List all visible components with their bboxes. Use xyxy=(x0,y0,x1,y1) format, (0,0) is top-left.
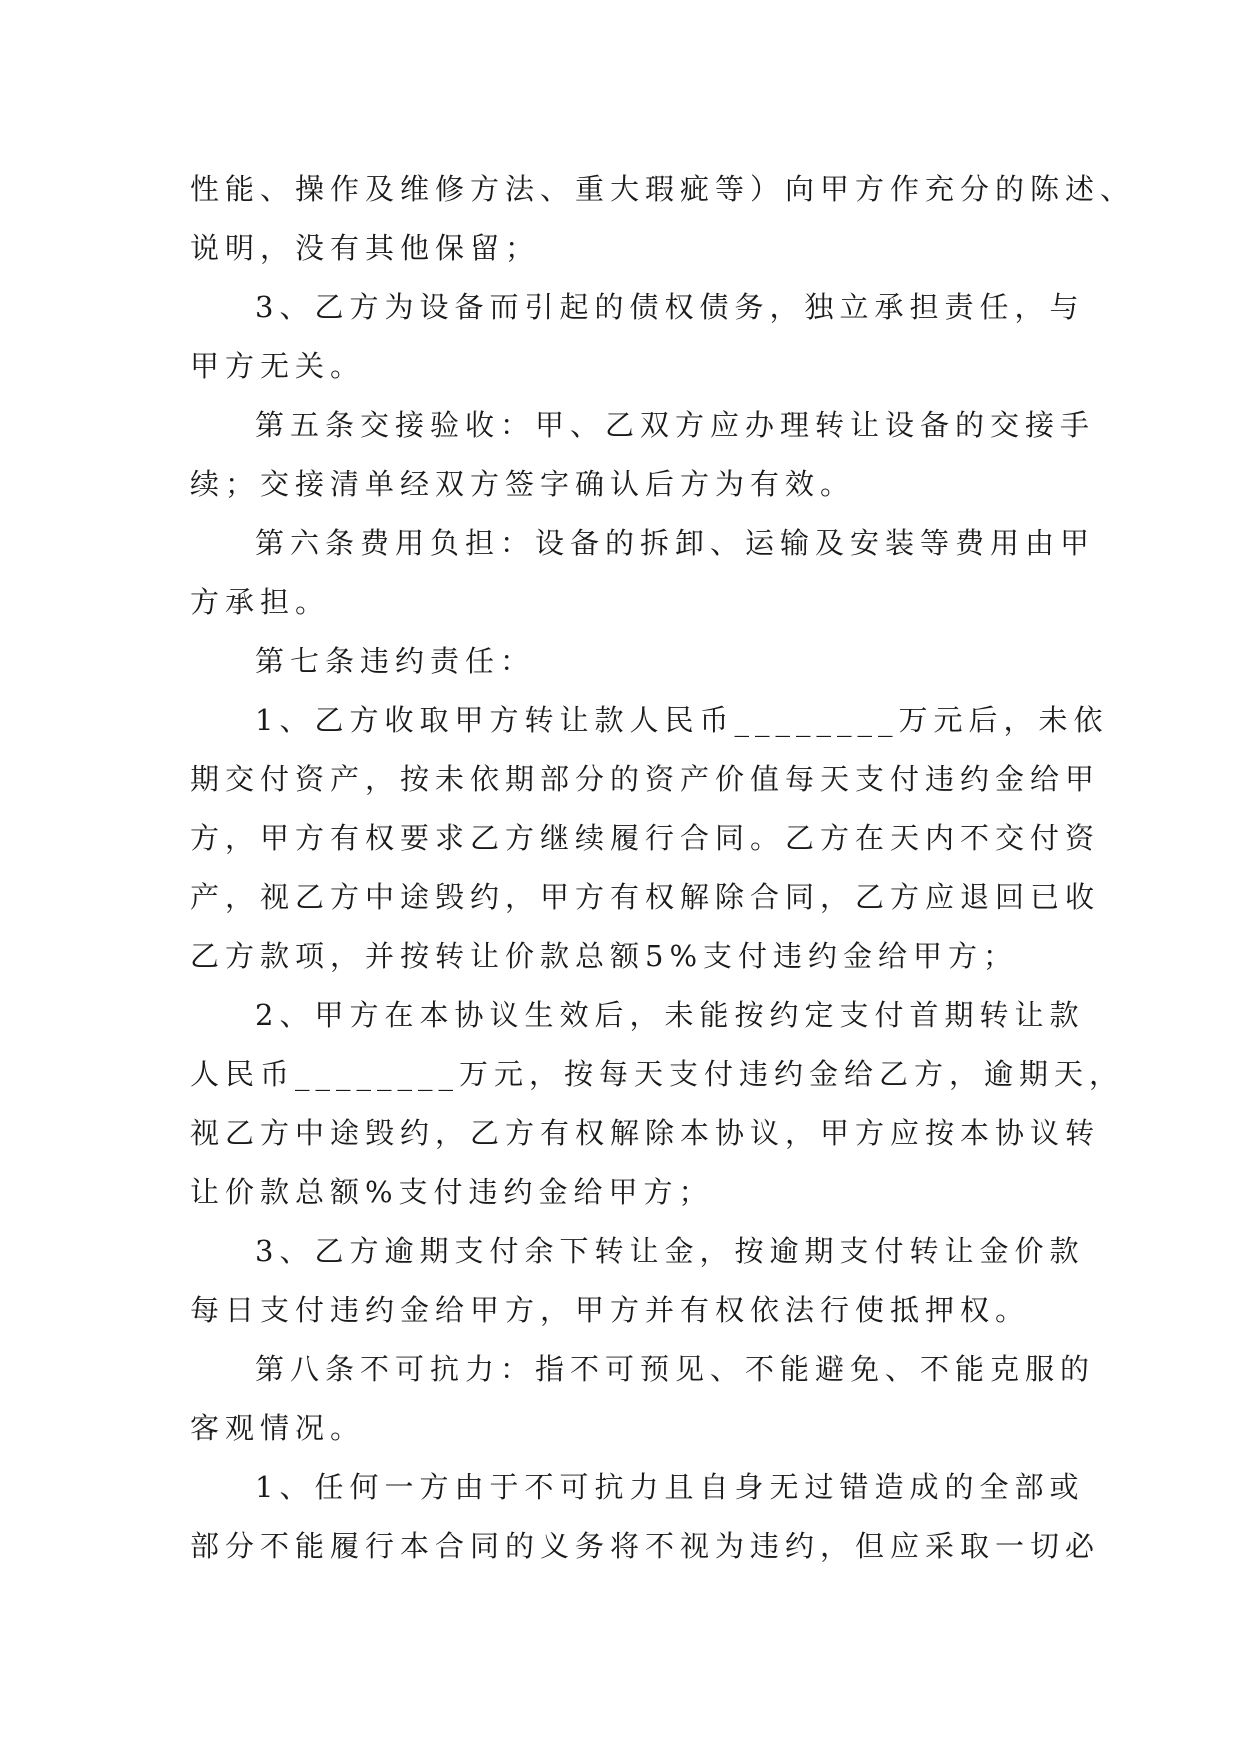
text-line: 3、乙方逾期支付余下转让金，按逾期支付转让金价款 xyxy=(255,1234,1085,1268)
text-line: 每日支付违约金给甲方，甲方并有权依法行使抵押权。 xyxy=(190,1293,1031,1327)
text-line: 乙方款项，并按转让价款总额5%支付违约金给甲方； xyxy=(190,939,1019,973)
text-line: 方，甲方有权要求乙方继续履行合同。乙方在天内不交付资 xyxy=(190,821,1101,855)
text-line: 1、任何一方由于不可抗力且自身无过错造成的全部或 xyxy=(255,1470,1085,1504)
text-line: 1、乙方收取甲方转让款人民币________万元后，未依 xyxy=(255,703,1109,737)
text-line: 第五条交接验收：甲、乙双方应办理转让设备的交接手 xyxy=(255,408,1096,442)
text-line: 人民币________万元，按每天支付违约金给乙方，逾期天， xyxy=(190,1057,1125,1091)
text-line: 第七条违约责任： xyxy=(255,644,536,678)
text-line: 视乙方中途毁约，乙方有权解除本协议，甲方应按本协议转 xyxy=(190,1116,1101,1150)
text-line: 2、甲方在本协议生效后，未能按约定支付首期转让款 xyxy=(255,998,1085,1032)
text-line: 第六条费用负担：设备的拆卸、运输及安装等费用由甲 xyxy=(255,526,1096,560)
text-line: 3、乙方为设备而引起的债权债务，独立承担责任，与 xyxy=(255,290,1085,324)
text-line: 部分不能履行本合同的义务将不视为违约，但应采取一切必 xyxy=(190,1529,1101,1563)
text-line: 方承担。 xyxy=(190,585,331,619)
text-line: 性能、操作及维修方法、重大瑕疵等）向甲方作充分的陈述、 xyxy=(190,172,1136,206)
text-line: 产，视乙方中途毁约，甲方有权解除合同，乙方应退回已收 xyxy=(190,880,1101,914)
text-line: 第八条不可抗力：指不可预见、不能避免、不能克服的 xyxy=(255,1352,1096,1386)
text-line: 客观情况。 xyxy=(190,1411,366,1445)
text-line: 期交付资产，按未依期部分的资产价值每天支付违约金给甲 xyxy=(190,762,1101,796)
text-line: 说明，没有其他保留； xyxy=(190,231,541,265)
text-line: 甲方无关。 xyxy=(190,349,366,383)
text-line: 让价款总额%支付违约金给甲方； xyxy=(190,1175,714,1209)
text-line: 续；交接清单经双方签字确认后方为有效。 xyxy=(190,467,856,501)
